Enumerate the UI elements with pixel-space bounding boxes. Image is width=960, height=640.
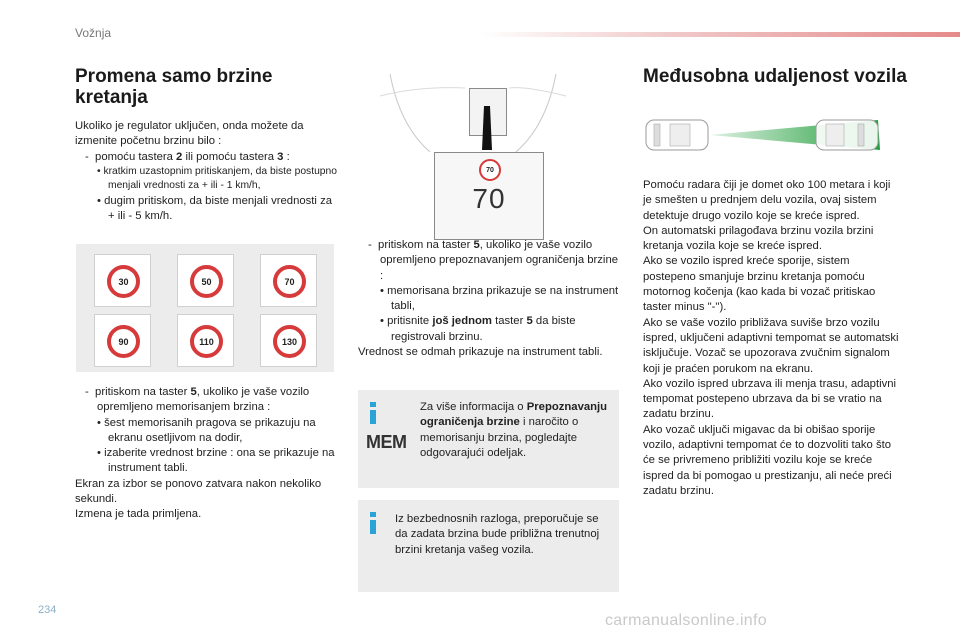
info-text-speed-limit: Za više informacija o Prepoznavanju ograničenja brzine i naročito o memorisanju brzina, pogledajte odgovarajući odeljak. (420, 401, 608, 459)
sign-tile (94, 314, 151, 367)
info-box-safety (358, 500, 619, 592)
sub-bullet-memorized-speed: • memorisana brzina prikazuje se na instrument tabli, (380, 284, 619, 313)
bullet-taster-5-memory: - pritiskom na taster 5, ukoliko je vaše vozilo opremljeno memorisanjem brzina : (85, 386, 310, 414)
right-section-title: Međusobna udaljenost vozila (643, 66, 907, 87)
sub-bullet-select-value: • izaberite vrednost brzine : ona se prikazuje na instrument tabli. (97, 447, 335, 475)
sub-bullet-press-again: • pritisnite još jednom taster 5 da biste registrovali brzinu. (380, 315, 576, 343)
sub-bullet-six-thresholds: • šest memorisanih pragova se prikazuju na ekranu osetljivom na dodir, (97, 416, 316, 444)
speed-sign-130: 130 (273, 325, 306, 358)
middle-text (358, 238, 622, 360)
radar-vehicles-drawing (640, 114, 890, 158)
section-label: Vožnja (75, 26, 112, 40)
speed-memory-signs-panel (76, 244, 334, 372)
right-text (643, 178, 901, 499)
bullet-taster-5-recognition: - pritiskom na taster 5, ukoliko je vaše vozilo opremljeno prepoznavanjem ograničenja brzine : (368, 239, 619, 282)
radar-paragraph-4: Ako se vaše vozilo približava suviše brzo vozilu ispred, uključeni adaptivni tempomat se automatski isključuje. Vozač se upozorava zvučnim signalom koji je praćen porukom na ekranu. (643, 316, 899, 375)
header-accent-bar (480, 32, 960, 37)
display-speed-value: 70 (472, 183, 506, 214)
outro-screen-closes: Ekran za izbor se ponovo zatvara nakon nekoliko sekundi. (75, 477, 322, 506)
sign-tile (260, 314, 317, 367)
bullet-taster-2-3: - pomoću tastera 2 ili pomoću tastera 3 : (85, 150, 290, 163)
radar-paragraph-5: Ako vozilo ispred ubrzava ili menja trasu, adaptivni tempomat postepeno ubrzava da bi se vratio na zadatu brzinu. (643, 377, 897, 421)
speed-sign-110: 110 (190, 325, 223, 358)
radar-paragraph-1: Pomoću radara čiji je domet oko 100 metara i koji je smešten u prednjem delu vozila, ovaj sistem detektuje drugo vozilo koje se kreće ispred. (643, 179, 891, 222)
speed-sign-90: 90 (107, 325, 140, 358)
radar-paragraph-6: Ako vozač uključi migavac da bi obišao sporije vozilo, adaptivni tempomat će to dozvoliti tako što će se privremeno približiti vozilu koje se kreće ispred da bi pomogao u prestizanju, ali neće preći zadatu brzinu. (643, 423, 892, 497)
left-text-bottom (75, 385, 337, 523)
speed-sign-30: 30 (107, 265, 140, 298)
info-box-speed-limit-recognition (358, 390, 619, 488)
speed-sign-70: 70 (273, 265, 306, 298)
page-number: 234 (38, 604, 57, 616)
sign-tile (260, 254, 317, 307)
sign-tile (177, 314, 234, 367)
left-text-top (75, 119, 337, 225)
radar-paragraph-3: Ako se vozilo ispred kreće sporije, sistem postepeno smanjuje brzinu kretanja pomoću motornog kočenja (kao kada bi vozač pritiskao taster minus "-"). (643, 255, 876, 314)
instrument-panel-illustration (360, 66, 586, 236)
display-speed-limit-sign: 70 (479, 159, 501, 181)
info-icon (370, 402, 376, 424)
radar-illustration (640, 114, 890, 158)
info-text-safety: Iz bezbednosnih razloga, preporučuje se da zadata brzina bude približna trenutnoj brzini kretanja vašeg vozila. (395, 513, 600, 556)
sign-tile (177, 254, 234, 307)
instrument-display (434, 152, 544, 240)
sign-tile (94, 254, 151, 307)
watermark: carmanualsonline.info (605, 612, 767, 629)
value-shown-immediately: Vrednost se odmah prikazuje na instrument tabli. (358, 346, 603, 359)
intro-paragraph: Ukoliko je regulator uključen, onda možete da izmenite početnu brzinu bilo : (75, 120, 304, 148)
speed-sign-50: 50 (190, 265, 223, 298)
outro-change-accepted: Izmena je tada primljena. (75, 508, 202, 521)
left-section-title: Promena samo brzine kretanja (75, 66, 273, 108)
radar-paragraph-2: On automatski prilagođava brzinu vozila brzini kretanja vozila koje se kreće ispred. (643, 224, 874, 253)
mem-label: MEM (366, 432, 407, 452)
sub-bullet-short-press: • kratkim uzastopnim pritiskanjem, da biste postupno menjali vrednosti za + ili - 1 km/h, (97, 165, 337, 192)
info-icon (370, 512, 376, 534)
sub-bullet-long-press: • dugim pritiskom, da biste menjali vrednosti za + ili - 5 km/h. (97, 195, 333, 223)
